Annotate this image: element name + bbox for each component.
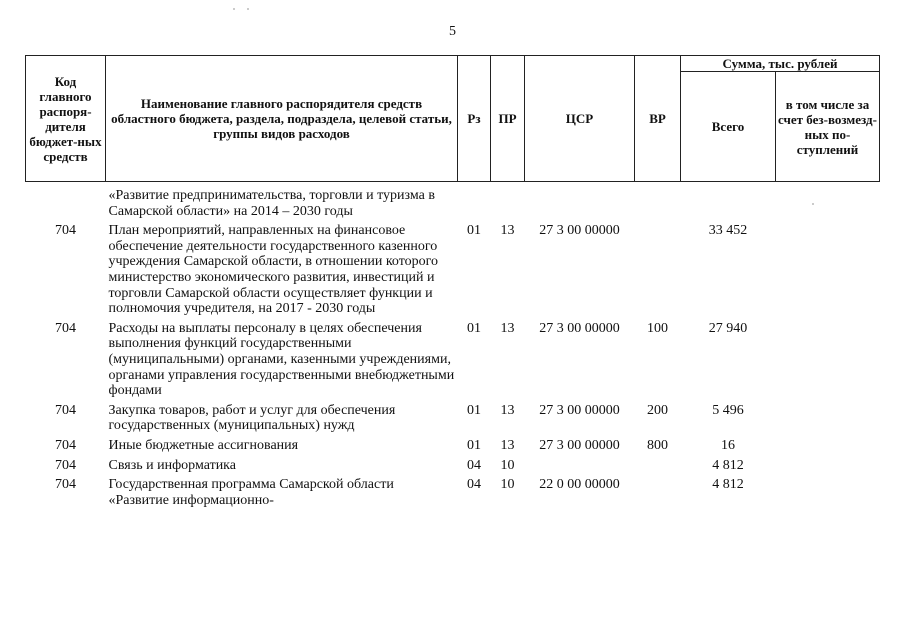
table-row (26, 436, 880, 456)
cell-csr: 27 3 00 00000 (539, 437, 620, 453)
cell-name: Иные бюджетные ассигнования (108, 437, 299, 453)
page-number: 5 (449, 24, 456, 39)
header-csr: ЦСР (525, 56, 635, 182)
cell-rz: 04 (467, 457, 481, 473)
cell-total: 4 812 (712, 477, 744, 493)
cell-name: Государственная программа Самарской области «Развитие информационно- (108, 477, 394, 508)
cell-total: 5 496 (712, 402, 744, 418)
cell-code: 704 (55, 437, 76, 453)
cell-total: 27 940 (708, 320, 748, 336)
cell-vr (635, 456, 681, 476)
cell-pr: 13 (500, 223, 515, 239)
cell-rz (458, 182, 491, 222)
cell-pr: 13 (500, 402, 515, 418)
cell-gratuitous (776, 401, 880, 436)
cell-name: Связь и информатика (108, 457, 236, 473)
cell-csr: 27 3 00 00000 (539, 223, 620, 239)
cell-vr: 800 (647, 437, 668, 453)
budget-table (25, 55, 880, 510)
cell-code: 704 (55, 457, 76, 473)
table-row (26, 221, 880, 319)
table-body (26, 182, 880, 511)
header-total: Всего (681, 72, 776, 182)
cell-vr: 200 (647, 402, 668, 418)
scan-speck (247, 8, 249, 10)
header-sum-group: Сумма, тыс. рублей (681, 56, 880, 72)
cell-pr: 13 (500, 320, 515, 336)
cell-rz: 01 (467, 437, 481, 453)
cell-total: 4 812 (712, 457, 744, 473)
table-row (26, 182, 880, 222)
cell-total: 33 452 (708, 223, 748, 239)
cell-code: 704 (55, 320, 76, 336)
cell-gratuitous (776, 319, 880, 401)
cell-csr: 27 3 00 00000 (539, 320, 620, 336)
header-rz: Рз (458, 56, 491, 182)
cell-code: 704 (55, 223, 76, 239)
cell-csr: 22 0 00 00000 (539, 477, 620, 493)
header-code: Код главного распоря-дителя бюджет-ных средств (26, 56, 106, 182)
cell-name: Расходы на выплаты персоналу в целях обеспечения выполнения функций государственными (муниципальными) органами, казенными учреждениями, органами управления государственными внебюджетными фондами (108, 320, 455, 399)
cell-total: 16 (721, 437, 735, 453)
cell-code (26, 182, 106, 222)
table-header (26, 56, 880, 182)
cell-name: План мероприятий, направленных на финансовое обеспечение деятельности государственного казенного учреждения Самарской области, в отношении которого министерство экономического развития, инвестиций и торговли Самарской области осуществляет функции и полномочия учредителя, на 2017 - 2030 годы (108, 223, 439, 317)
cell-vr (635, 182, 681, 222)
cell-gratuitous (776, 436, 880, 456)
cell-gratuitous (776, 221, 880, 319)
cell-rz: 01 (467, 223, 481, 239)
header-vr: ВР (635, 56, 681, 182)
cell-code: 704 (55, 402, 76, 418)
cell-name: «Развитие предпринимательства, торговли и туризма в Самарской области» на 2014 – 2030 годы (108, 188, 435, 219)
cell-pr: 13 (500, 437, 515, 453)
cell-rz: 04 (467, 477, 481, 493)
cell-pr (491, 182, 525, 222)
table-row (26, 319, 880, 401)
header-pr: ПР (491, 56, 525, 182)
cell-vr (635, 475, 681, 510)
header-name: Наименование главного распорядителя средств областного бюджета, раздела, подраздела, целевой статьи, группы видов расходов (106, 56, 458, 182)
header-gratuitous: в том числе за счет без-возмезд-ных по-ступлений (776, 72, 880, 182)
cell-total (681, 182, 776, 222)
cell-csr (525, 456, 635, 476)
cell-code: 704 (55, 477, 76, 493)
cell-csr (525, 182, 635, 222)
table-row (26, 456, 880, 476)
cell-vr: 100 (647, 320, 668, 336)
scan-speck (233, 8, 235, 10)
cell-csr: 27 3 00 00000 (539, 402, 620, 418)
table-row (26, 401, 880, 436)
cell-rz: 01 (467, 402, 481, 418)
cell-vr (635, 221, 681, 319)
cell-gratuitous (776, 475, 880, 510)
cell-pr: 10 (500, 477, 515, 493)
table-row (26, 475, 880, 510)
cell-pr: 10 (500, 457, 515, 473)
cell-gratuitous (776, 456, 880, 476)
cell-rz: 01 (467, 320, 481, 336)
cell-gratuitous (776, 182, 880, 222)
cell-name: Закупка товаров, работ и услуг для обеспечения государственных (муниципальных) нужд (108, 402, 396, 434)
